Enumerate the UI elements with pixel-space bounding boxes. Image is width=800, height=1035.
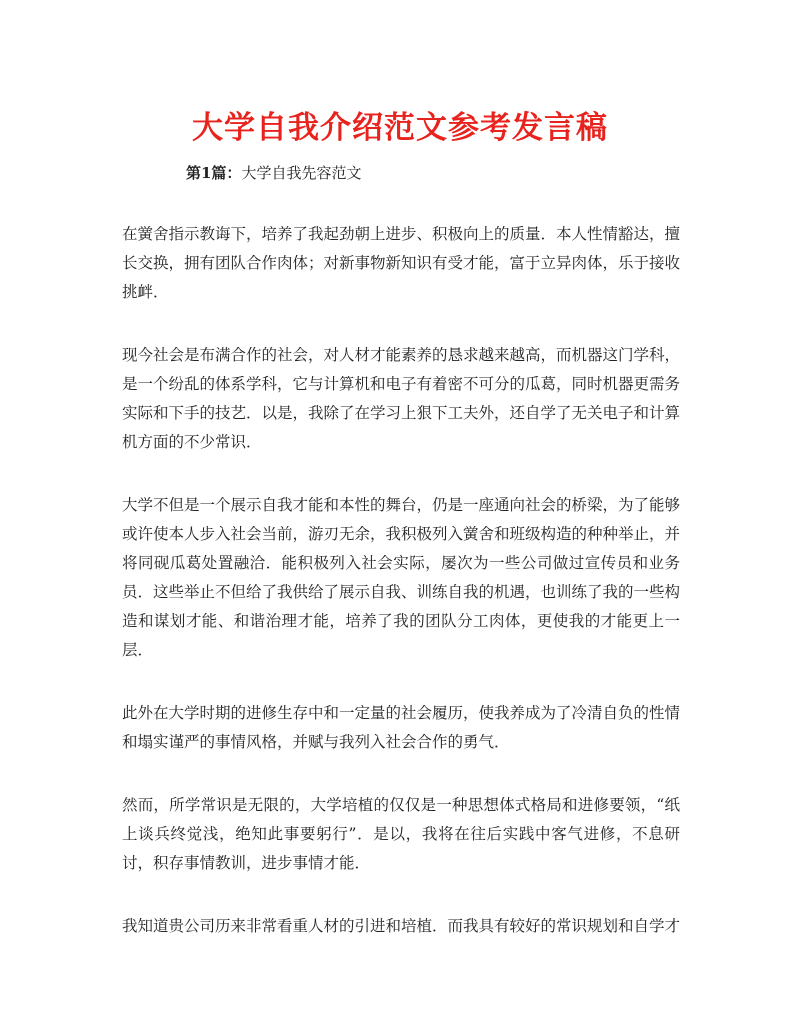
chapter-number: 第1篇：	[186, 164, 242, 182]
paragraph: 我知道贵公司历来非常看重人材的引进和培植．而我具有较好的常识规划和自学才	[122, 917, 681, 935]
document-body	[122, 220, 680, 975]
document-title: 大学自我介绍范文参考发言稿	[192, 110, 608, 146]
paragraph: 大学不但是一个展示自我才能和本性的舞台，仍是一座通向社会的桥梁，为了能够或许使本人步入社会当前，游刃无余，我积极列入黉舍和班级构造的种种举止，并将同砚瓜葛处置融洽．能积极列入社会实际，屡次为一些公司做过宣传员和业务员．这些举止不但给了我供给了展示自我、训练自我的机遇，也训练了我的一些构造和谋划才能、和谐治理才能，培养了我的团队分工肉体，更使我的才能更上一层．	[122, 496, 681, 659]
paragraph: 现今社会是布满合作的社会，对人材才能素养的恳求越来越高，而机器这门学科，是一个纷乱的体系学科，它与计算机和电子有着密不可分的瓜葛，同时机器更需务实际和下手的技艺．以是，我除了在学习上狠下工夫外，还自学了无关电子和计算机方面的不少常识．	[122, 346, 681, 451]
paragraph: 此外在大学时期的进修生存中和一定量的社会履历，使我养成为了冷清自负的性情和塌实谨严的事情风格，并赋与我列入社会合作的勇气．	[122, 704, 681, 751]
paragraph: 然而，所学常识是无限的，大学培植的仅仅是一种思想体式格局和进修要领，“纸上谈兵终觉浅，绝知此事要躬行”．是以，我将在往后实践中客气进修，不息研讨，积存事情教训，进步事情才能．	[122, 796, 680, 872]
chapter-title: 大学自我先容范文	[241, 164, 362, 182]
chapter-heading	[186, 162, 361, 184]
paragraph: 在黉舍指示教诲下，培养了我起劲朝上进步、积极向上的质量．本人性情豁达，擅长交换，拥有团队合作肉体；对新事物新知识有受才能，富于立异肉体，乐于接收挑衅．	[122, 225, 681, 301]
